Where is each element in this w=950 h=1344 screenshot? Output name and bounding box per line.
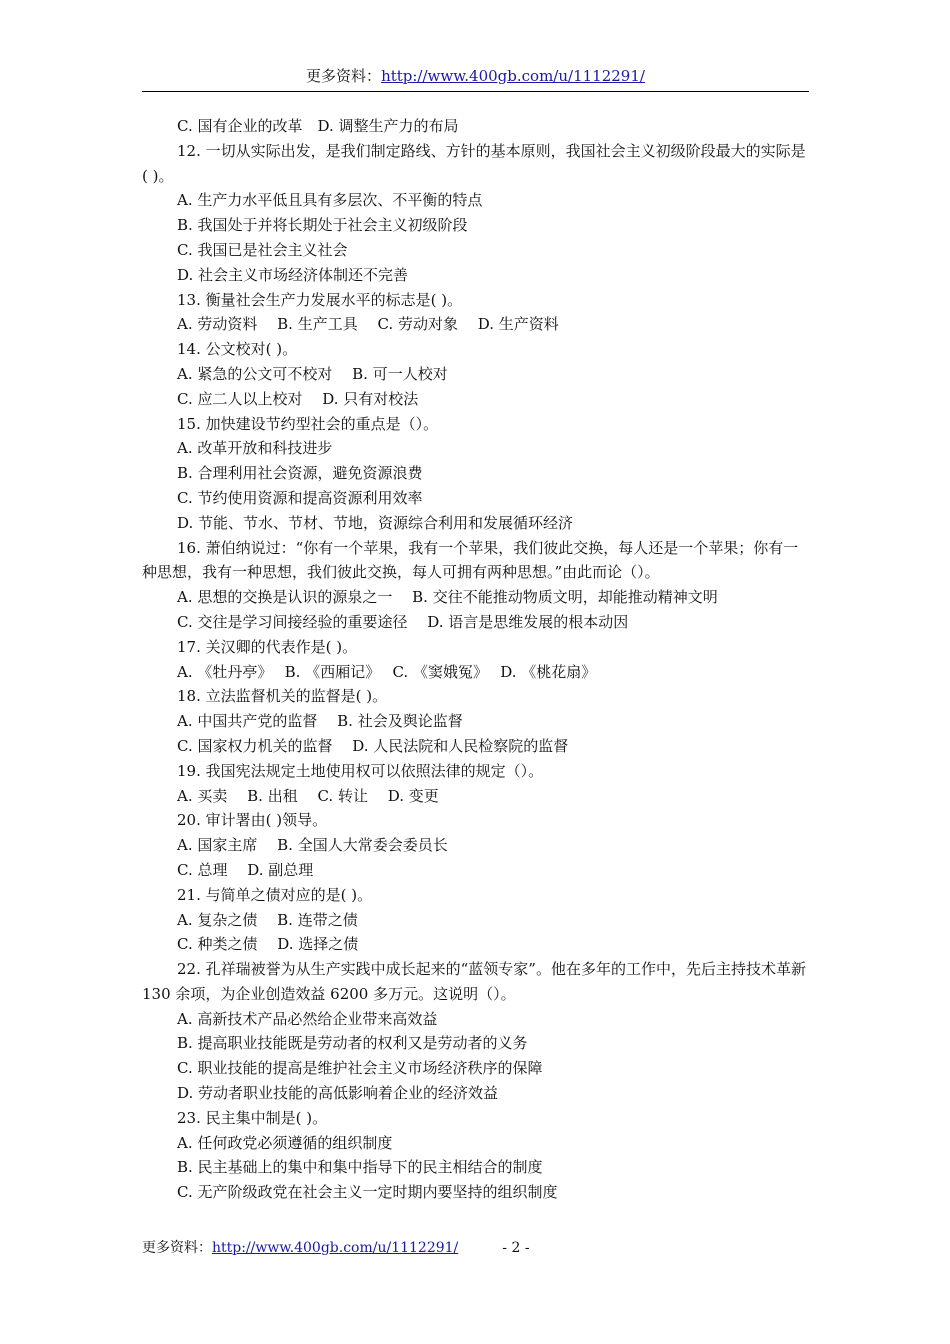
text-line: 21. 与简单之债对应的是( )。 [177,885,373,904]
text-line: 18. 立法监督机关的监督是( )。 [177,687,388,706]
text-line: A. 国家主席 B. 全国人大常委会委员长 [177,836,448,855]
text-line: D. 节能、节水、节材、节地，资源综合利用和发展循环经济 [177,513,574,532]
page-footer [142,1238,530,1258]
text-line: B. 合理利用社会资源，避免资源浪费 [177,464,423,483]
text-line: 13. 衡量社会生产力发展水平的标志是( )。 [177,290,463,309]
text-line: B. 我国处于并将长期处于社会主义初级阶段 [177,216,468,235]
text-line: C. 交往是学习间接经验的重要途径 D. 语言是思维发展的根本动因 [177,612,629,631]
text-line: 20. 审计署由( )领导。 [177,811,328,830]
text-line: D. 劳动者职业技能的高低影响着企业的经济效益 [177,1084,499,1103]
header-link[interactable]: http://www.400gb.com/u/1112291/ [381,67,645,85]
text-line: C. 无产阶级政党在社会主义一定时期内要坚持的组织制度 [177,1183,558,1202]
page-number: - 2 - [502,1240,530,1256]
text-line: 17. 关汉卿的代表作是( )。 [177,637,358,656]
text-line: A. 思想的交换是认识的源泉之一 B. 交往不能推动物质文明，却能推动精神文明 [177,588,718,607]
text-line: 12. 一切从实际出发，是我们制定路线、方针的基本原则，我国社会主义初级阶段最大的实际是( )。 [142,141,806,185]
text-line: 23. 民主集中制是( )。 [177,1108,328,1127]
text-line: C. 节约使用资源和提高资源利用效率 [177,488,423,507]
header-rule [142,91,809,92]
text-line: C. 种类之债 D. 选择之债 [177,935,359,954]
text-line: A. 《牡丹亭》 B. 《西厢记》 C. 《窦娥冤》 D. 《桃花扇》 [177,662,597,681]
text-line: A. 中国共产党的监督 B. 社会及舆论监督 [177,712,463,731]
footer-prefix: 更多资料： [142,1240,212,1256]
text-line: 19. 我国宪法规定土地使用权可以依照法律的规定（）。 [177,761,544,780]
text-line: A. 任何政党必须遵循的组织制度 [177,1133,393,1152]
text-line: A. 改革开放和科技进步 [177,439,333,458]
text-line: A. 复杂之债 B. 连带之债 [177,910,358,929]
text-line: C. 我国已是社会主义社会 [177,240,348,259]
text-line: A. 高新技术产品必然给企业带来高效益 [177,1009,438,1028]
text-line: 16. 萧伯纳说过：“你有一个苹果，我有一个苹果，我们彼此交换，每人还是一个苹果；你有一种思想，我有一种思想，我们彼此交换，每人可拥有两种思想。”由此而论（）。 [142,538,799,582]
document-body [142,114,809,1205]
text-line: 22. 孔祥瑞被誉为从生产实践中成长起来的“蓝领专家”。他在多年的工作中，先后主持技术革新 130 余项，为企业创造效益 6200 多万元。这说明（）。 [142,960,806,1003]
text-line: A. 买卖 B. 出租 C. 转让 D. 变更 [177,786,439,805]
text-line: C. 职业技能的提高是维护社会主义市场经济秩序的保障 [177,1059,543,1078]
text-line: B. 民主基础上的集中和集中指导下的民主相结合的制度 [177,1158,543,1177]
text-line: C. 应二人以上校对 D. 只有对校法 [177,389,419,408]
text-line: C. 总理 D. 副总理 [177,860,314,879]
header-prefix: 更多资料： [306,67,382,85]
text-line: C. 国有企业的改革 D. 调整生产力的布局 [177,117,459,135]
text-line: C. 国家权力机关的监督 D. 人民法院和人民检察院的监督 [177,736,569,755]
page-header [142,66,809,86]
text-line: D. 社会主义市场经济体制还不完善 [177,265,409,284]
text-line: 15. 加快建设节约型社会的重点是（）。 [177,414,439,433]
text-line: A. 生产力水平低且具有多层次、不平衡的特点 [177,191,483,210]
footer-link[interactable]: http://www.400gb.com/u/1112291/ [212,1240,459,1256]
text-line: A. 紧急的公文可不校对 B. 可一人校对 [177,364,448,383]
text-line: A. 劳动资料 B. 生产工具 C. 劳动对象 D. 生产资料 [177,315,559,334]
text-line: 14. 公文校对( )。 [177,340,298,359]
text-line: B. 提高职业技能既是劳动者的权利又是劳动者的义务 [177,1034,528,1053]
